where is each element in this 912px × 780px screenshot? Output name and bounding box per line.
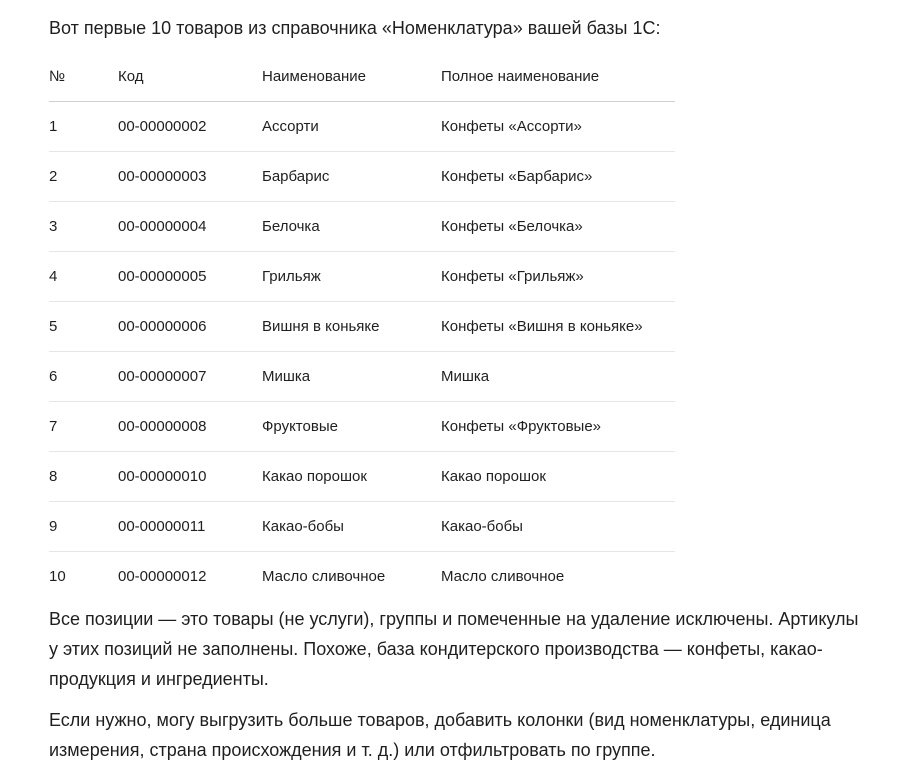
column-header-num: № (49, 52, 118, 102)
cell-num: 10 (49, 568, 66, 585)
cell-code: 00-00000007 (118, 352, 262, 402)
cell-name: Мишка (262, 352, 441, 402)
table-row (49, 502, 675, 552)
cell-code: 00-00000011 (118, 502, 262, 552)
cell-name: Фруктовые (262, 402, 441, 452)
cell-full-name: Мишка (441, 352, 675, 402)
cell-code: 00-00000003 (118, 152, 262, 202)
table-row (49, 252, 675, 302)
table-row (49, 302, 675, 352)
cell-num: 1 (49, 102, 118, 152)
cell-num: 2 (49, 152, 118, 202)
cell-name: Барбарис (262, 152, 441, 202)
offer-paragraph: Если нужно, могу выгрузить больше товаров, добавить колонки (вид номенклатуры, единица измерения, страна происхождения и т. д.) или отфильтровать по группе. (49, 710, 831, 760)
table-row (49, 352, 675, 402)
table-row (49, 102, 675, 152)
cell-code: 00-00000004 (118, 202, 262, 252)
table-row (49, 202, 675, 252)
cell-code: 00-00000010 (118, 452, 262, 502)
column-header-name: Наименование (262, 52, 441, 102)
cell-num: 8 (49, 452, 118, 502)
cell-name: Масло сливочное (262, 568, 386, 585)
cell-full-name: Конфеты «Грильяж» (441, 252, 675, 302)
column-header-code: Код (118, 52, 262, 102)
cell-code: 00-00000005 (118, 252, 262, 302)
cell-code: 00-00000008 (118, 402, 262, 452)
nomenclature-table (49, 52, 675, 601)
cell-num: 6 (49, 352, 118, 402)
cell-num: 3 (49, 202, 118, 252)
cell-full-name: Какао-бобы (441, 502, 675, 552)
cell-full-name: Какао порошок (441, 452, 675, 502)
cell-name: Вишня в коньяке (262, 302, 441, 352)
cell-code: 00-00000006 (118, 302, 262, 352)
cell-full-name: Конфеты «Ассорти» (441, 102, 675, 152)
column-header-full-name: Полное наименование (441, 52, 675, 102)
cell-name: Грильяж (262, 252, 441, 302)
cell-code: 00-00000012 (118, 568, 207, 585)
cell-full-name: Масло сливочное (441, 568, 565, 585)
table-row (49, 552, 675, 602)
cell-name: Белочка (262, 202, 441, 252)
cell-full-name: Конфеты «Барбарис» (441, 152, 675, 202)
intro-text: Вот первые 10 товаров из справочника «Номенклатура» вашей базы 1С: (49, 18, 661, 38)
cell-name: Какао порошок (262, 452, 441, 502)
table-row (49, 152, 675, 202)
table-row (49, 402, 675, 452)
summary-paragraph: Все позиции — это товары (не услуги), группы и помеченные на удаление исключены. Артикулы у этих позиций не заполнены. Похоже, база кондитерского производства — конфеты, какао-продукция и ингредиенты. (49, 609, 859, 689)
cell-num: 7 (49, 402, 118, 452)
cell-code: 00-00000002 (118, 102, 262, 152)
table-header-row (49, 52, 675, 102)
cell-full-name: Конфеты «Фруктовые» (441, 402, 675, 452)
cell-num: 5 (49, 302, 118, 352)
cell-name: Ассорти (262, 102, 441, 152)
cell-full-name: Конфеты «Вишня в коньяке» (441, 302, 675, 352)
cell-full-name: Конфеты «Белочка» (441, 202, 675, 252)
table-row (49, 452, 675, 502)
cell-name: Какао-бобы (262, 502, 441, 552)
cell-num: 4 (49, 252, 118, 302)
cell-num: 9 (49, 502, 118, 552)
